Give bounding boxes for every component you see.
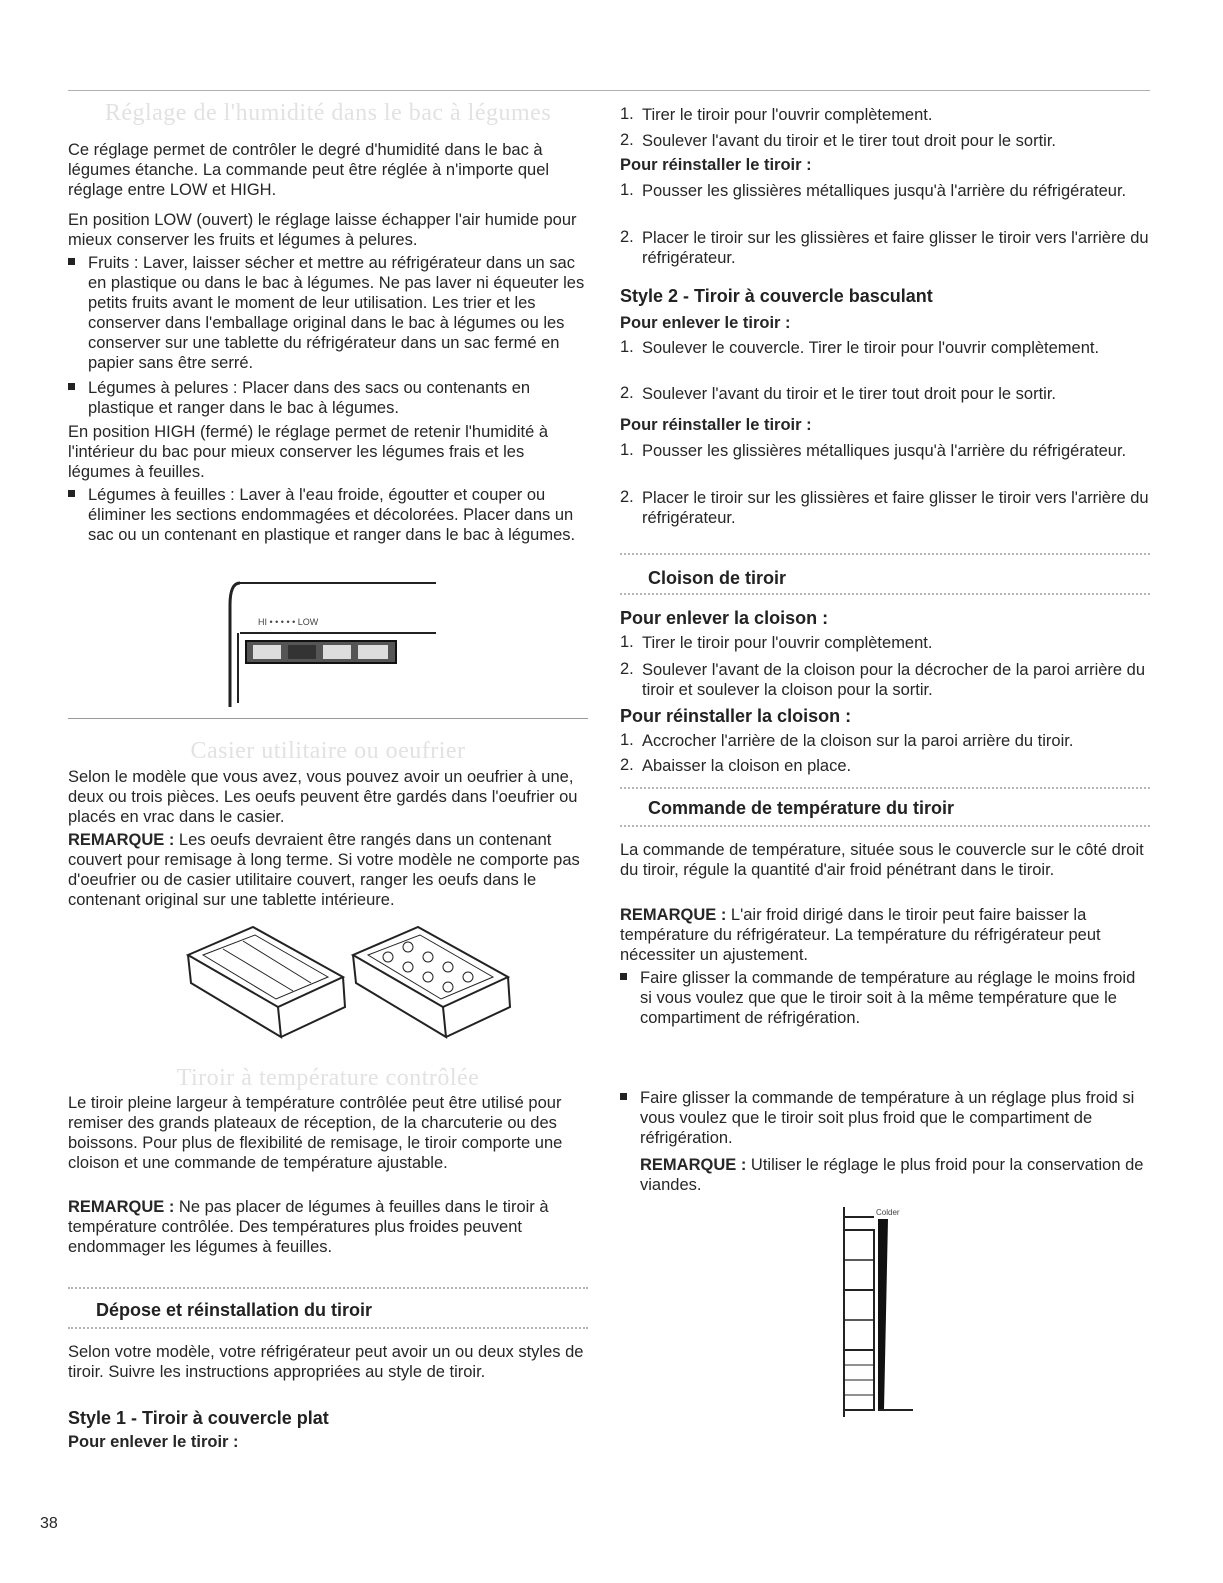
step-number: 1. bbox=[620, 105, 634, 123]
bullet-leafy bbox=[68, 485, 588, 545]
style1-reinstall-heading: Pour réinstaller le tiroir : bbox=[620, 156, 812, 174]
bullet-icon bbox=[68, 258, 75, 265]
bullet-less-cold-text: Faire glisser la commande de température au réglage le moins froid si vous voulez que que le tiroir soit à la même température que le compartiment de réfrigération. bbox=[640, 969, 1136, 1027]
bullet-icon bbox=[68, 490, 75, 497]
step-text: Accrocher l'arrière de la cloison sur la paroi arrière du tiroir. bbox=[642, 732, 1074, 750]
low-position-text: En position LOW (ouvert) le réglage laisse échapper l'air humide pour mieux conserver les fruits et légumes à pelures. bbox=[68, 211, 577, 249]
bullet-icon bbox=[68, 383, 75, 390]
bullet-icon bbox=[620, 1093, 627, 1100]
style1-reinstall-step-1 bbox=[620, 181, 1150, 201]
partition-reinstall-heading: Pour réinstaller la cloison : bbox=[620, 706, 852, 726]
step-text: Pousser les glissières métalliques jusqu'à l'arrière du réfrigérateur. bbox=[642, 442, 1127, 460]
divider-dotted bbox=[620, 825, 1150, 827]
partition-reinstall-step-2 bbox=[620, 756, 1150, 776]
style2-reinstall-heading: Pour réinstaller le tiroir : bbox=[620, 416, 812, 434]
section-title-egg-bin: Casier utilitaire ou oeufrier bbox=[190, 738, 466, 764]
step-number: 2. bbox=[620, 660, 634, 678]
step-text: Pousser les glissières métalliques jusqu'à l'arrière du réfrigérateur. bbox=[642, 182, 1127, 200]
temperature-control-illustration bbox=[838, 1205, 928, 1420]
humidity-scale-label: HI • • • • • LOW bbox=[258, 617, 319, 627]
style2-heading: Style 2 - Tiroir à couvercle basculant bbox=[620, 286, 933, 306]
style1-heading: Style 1 - Tiroir à couvercle plat bbox=[68, 1408, 329, 1428]
step-number: 1. bbox=[620, 338, 634, 356]
divider-dotted bbox=[68, 1327, 588, 1329]
style1-step-1 bbox=[620, 105, 1150, 125]
step-text: Placer le tiroir sur les glissières et faire glisser le tiroir vers l'arrière du réfrigérateur. bbox=[642, 489, 1149, 527]
section-title-humidity: Réglage de l'humidité dans le bac à légumes bbox=[104, 100, 552, 126]
section-title-temp-drawer: Tiroir à température contrôlée bbox=[176, 1065, 480, 1091]
partition-step-1 bbox=[620, 633, 1150, 653]
subheading-remove-reinstall: Dépose et réinstallation du tiroir bbox=[96, 1300, 373, 1320]
bullet-fruits bbox=[68, 253, 588, 373]
step-number: 2. bbox=[620, 756, 634, 774]
style2-remove-heading: Pour enlever le tiroir : bbox=[620, 314, 791, 332]
divider-dotted bbox=[68, 1287, 588, 1289]
partition-reinstall-step-1 bbox=[620, 731, 1150, 751]
bullet-icon bbox=[620, 973, 627, 980]
step-text: Soulever le couvercle. Tirer le tiroir pour l'ouvrir complètement. bbox=[642, 339, 1100, 357]
humidity-intro: Ce réglage permet de contrôler le degré d'humidité dans le bac à légumes étanche. La commande peut être réglée à n'importe quel réglage entre LOW et HIGH. bbox=[68, 141, 550, 199]
step-number: 2. bbox=[620, 384, 634, 402]
humidity-control-illustration bbox=[228, 575, 438, 710]
step-number: 1. bbox=[620, 731, 634, 749]
bullet-peel-vegetables bbox=[68, 378, 588, 418]
top-rule bbox=[68, 90, 1150, 91]
egg-bin-note: REMARQUE : Les oeufs devraient être rangés dans un contenant couvert pour remisage à long terme. Si votre modèle ne comporte pas d'oeufrier ou de casier utilitaire couvert, ranger les oeufs dans le contenant original sur une tablette intérieure. bbox=[68, 831, 580, 909]
subheading-partition: Cloison de tiroir bbox=[648, 568, 787, 588]
temp-drawer-text: Le tiroir pleine largeur à température contrôlée peut être utilisé pour remiser des grands plateaux de réception, de la charcuterie ou des boissons. Pour plus de flexibilité de remisage, le tiroir comporte une cloison et une commande de température ajustable. bbox=[68, 1094, 563, 1172]
divider-dotted bbox=[620, 593, 1150, 595]
step-text: Soulever l'avant du tiroir et le tirer tout droit pour le sortir. bbox=[642, 132, 1057, 150]
bullet-peel-text: Légumes à pelures : Placer dans des sacs ou contenants en plastique et ranger dans le bac à légumes. bbox=[88, 379, 531, 417]
divider-dotted bbox=[620, 787, 1150, 789]
step-text: Soulever l'avant de la cloison pour la décrocher de la paroi arrière du tiroir et soulever la cloison pour la sortir. bbox=[642, 661, 1146, 699]
bullet-less-cold bbox=[620, 968, 1150, 1028]
style2-step-2 bbox=[620, 384, 1150, 404]
high-position-text: En position HIGH (fermé) le réglage permet de retenir l'humidité à l'intérieur du bac pour mieux conserver les légumes frais et les légumes à feuilles. bbox=[68, 423, 549, 481]
temp-drawer-note: REMARQUE : Ne pas placer de légumes à feuilles dans le tiroir à température contrôlée. Des températures plus froides peuvent endommager les légumes à feuilles. bbox=[68, 1198, 549, 1256]
bullet-fruits-text: Fruits : Laver, laisser sécher et mettre au réfrigérateur dans un sac en plastique ou dans le bac à légumes. Ne pas laver ni équeuter les petits fruits avant le moment de leur utilisation. Les trier et les conserver dans l'emballage original dans le bac à légumes ou les conserver sur une tablette du réfrigérateur dans un sac fermé en papier sans être serré. bbox=[88, 254, 585, 372]
style1-step-2 bbox=[620, 131, 1150, 151]
egg-bin-text: Selon le modèle que vous avez, vous pouvez avoir un oeufrier à une, deux ou trois pièces. Les oeufs peuvent être gardés dans l'oeufrier ou placés en vrac dans le casier. bbox=[68, 768, 578, 826]
step-text: Tirer le tiroir pour l'ouvrir complètement. bbox=[642, 634, 933, 652]
page-number: 38 bbox=[40, 1515, 58, 1532]
step-number: 1. bbox=[620, 633, 634, 651]
divider bbox=[68, 718, 588, 719]
step-text: Abaisser la cloison en place. bbox=[642, 757, 852, 775]
style2-step-1 bbox=[620, 338, 1150, 358]
bullet-colder-text: Faire glisser la commande de température à un réglage plus froid si vous voulez que le tiroir soit plus froid que le compartiment de réfrigération. bbox=[640, 1089, 1135, 1147]
style1-remove-heading: Pour enlever le tiroir : bbox=[68, 1433, 239, 1451]
temp-control-text: La commande de température, située sous le couvercle sur le côté droit du tiroir, régule la quantité d'air froid pénétrant dans le tiroir. bbox=[620, 841, 1144, 879]
partition-step-2 bbox=[620, 660, 1150, 700]
remove-intro-text: Selon votre modèle, votre réfrigérateur peut avoir un ou deux styles de tiroir. Suivre les instructions appropriées au style de tiroir. bbox=[68, 1343, 584, 1381]
style2-reinstall-step-2 bbox=[620, 488, 1150, 528]
colder-label: Colder bbox=[876, 1208, 900, 1217]
temp-control-note: REMARQUE : L'air froid dirigé dans le tiroir peut faire baisser la température du réfrigérateur. La température du réfrigérateur peut nécessiter un ajustement. bbox=[620, 906, 1101, 964]
colder-note: REMARQUE : Utiliser le réglage le plus froid pour la conservation de viandes. bbox=[640, 1156, 1144, 1194]
step-text: Tirer le tiroir pour l'ouvrir complètement. bbox=[642, 106, 933, 124]
step-number: 2. bbox=[620, 488, 634, 506]
step-number: 2. bbox=[620, 131, 634, 149]
egg-bin-illustration bbox=[183, 915, 513, 1055]
step-number: 1. bbox=[620, 181, 634, 199]
partition-remove-heading: Pour enlever la cloison : bbox=[620, 608, 829, 628]
bullet-colder bbox=[620, 1088, 1150, 1148]
step-number: 2. bbox=[620, 228, 634, 246]
step-text: Soulever l'avant du tiroir et le tirer tout droit pour le sortir. bbox=[642, 385, 1057, 403]
style2-reinstall-step-1 bbox=[620, 441, 1150, 461]
subheading-temp-control: Commande de température du tiroir bbox=[648, 798, 955, 818]
style1-reinstall-step-2 bbox=[620, 228, 1150, 268]
step-text: Placer le tiroir sur les glissières et faire glisser le tiroir vers l'arrière du réfrigérateur. bbox=[642, 229, 1149, 267]
step-number: 1. bbox=[620, 441, 634, 459]
bullet-leafy-text: Légumes à feuilles : Laver à l'eau froide, égoutter et couper ou éliminer les sections endommagées et décolorées. Placer dans un sac ou un contenant en plastique et ranger dans le bac à légumes. bbox=[88, 486, 576, 544]
divider-dotted bbox=[620, 553, 1150, 555]
